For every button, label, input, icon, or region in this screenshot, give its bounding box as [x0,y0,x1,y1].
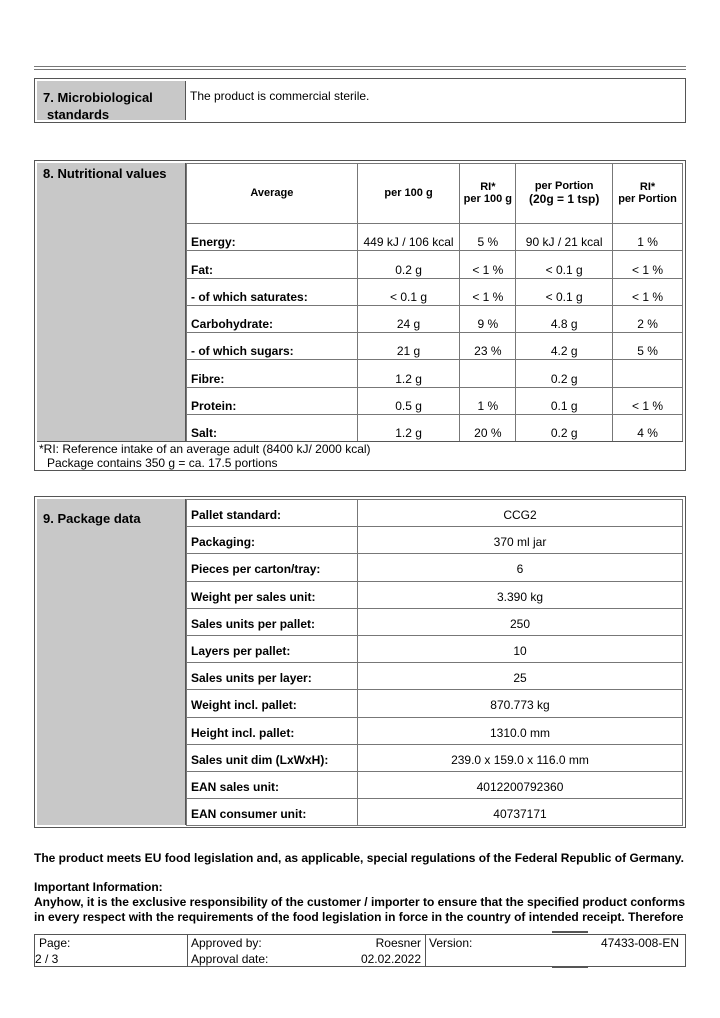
header-ri100-line2: per 100 g [463,193,512,205]
table-row [187,251,683,278]
nutrient-per100: 449 kJ / 106 kcal [357,224,460,251]
nutrient-riportion: < 1 % [613,251,683,278]
section-title: 7. Microbiological [43,90,153,105]
package-field-name: Pallet standard: [187,500,358,527]
footer-tab-mark [552,931,588,933]
table-row [187,554,683,581]
nutrient-name: Salt: [187,415,358,442]
footer-page-cell [35,935,187,966]
header-riportion-line1: RI* [639,181,656,193]
eu-legislation-statement: The product meets EU food legislation and, as applicable, special regulations of the Federal Republic of Germany. [34,851,684,865]
package-field-name: Layers per pallet: [187,635,358,662]
nutrient-riportion: < 1 % [613,278,683,305]
nutrient-ri100: 1 % [460,387,516,414]
nutrient-ri100: 20 % [460,415,516,442]
header-portion-line2: (20g = 1 tsp) [528,192,600,206]
footer-tab-mark-bottom [552,966,588,968]
nutrient-name: Carbohydrate: [187,305,358,332]
package-field-name: EAN sales unit: [187,771,358,798]
nutrient-ri100: < 1 % [460,251,516,278]
package-field-name: Sales units per layer: [187,663,358,690]
nutrition-header-row [187,164,683,224]
package-field-value: 10 [358,635,683,662]
package-field-value: 3.390 kg [358,581,683,608]
table-row [187,771,683,798]
table-row [187,224,683,251]
nutrient-ri100: 9 % [460,305,516,332]
nutrient-name: - of which sugars: [187,333,358,360]
footer-approved-by-label: Approved by: [191,936,262,950]
table-row [187,799,683,826]
package-field-name: Sales unit dim (LxWxH): [187,744,358,771]
section-label-column [37,163,186,441]
nutrient-riportion: 5 % [613,333,683,360]
table-row [187,415,683,442]
header-average: Average [187,164,358,224]
section-title-line2: standards [47,107,110,122]
nutrient-portion: 4.8 g [516,305,613,332]
nutrient-portion: 90 kJ / 21 kcal [516,224,613,251]
footer-approval-date-value: 02.02.2022 [360,952,421,966]
package-field-name: Sales units per pallet: [187,608,358,635]
footer-version-label: Version: [429,936,473,950]
nutrient-per100: 1.2 g [357,360,460,387]
package-field-value: 4012200792360 [358,771,683,798]
nutrient-riportion: 4 % [613,415,683,442]
top-rule-secondary [34,69,686,70]
nutrient-per100: 21 g [357,333,460,360]
nutrient-portion: < 0.1 g [516,251,613,278]
package-field-name: Weight per sales unit: [187,581,358,608]
package-field-value: 1310.0 mm [358,717,683,744]
section-label-column [37,81,186,120]
table-row [187,663,683,690]
package-field-value: 239.0 x 159.0 x 116.0 mm [358,744,683,771]
table-row [187,717,683,744]
ri-footnote-line2: Package contains 350 g = ca. 17.5 portions [47,456,278,470]
nutrient-ri100: 23 % [460,333,516,360]
section-label-column [37,499,186,825]
nutrient-per100: 24 g [357,305,460,332]
nutrient-per100: 1.2 g [357,415,460,442]
table-row [187,333,683,360]
section-title: 8. Nutritional values [43,166,167,181]
header-portion-line1: per Portion [534,180,594,192]
package-field-value: 250 [358,608,683,635]
microbiological-text: The product is commercial sterile. [190,89,370,103]
top-rule [34,66,686,67]
table-row [187,581,683,608]
nutrient-ri100: < 1 % [460,278,516,305]
nutrient-name: Energy: [187,224,358,251]
nutrient-riportion: < 1 % [613,387,683,414]
footer-approval-date-label: Approval date: [191,952,269,966]
table-row [187,635,683,662]
package-field-name: Pieces per carton/tray: [187,554,358,581]
table-row [187,305,683,332]
nutrient-portion: < 0.1 g [516,278,613,305]
package-field-value: 25 [358,663,683,690]
nutrition-section [34,160,686,471]
table-row [187,500,683,527]
nutrient-riportion: 1 % [613,224,683,251]
table-row [187,744,683,771]
footer-page-value: 2 / 3 [35,952,59,966]
important-info-line2: in every respect with the requirements of the food legislation in force in the country of intended receipt. Therefore [34,910,684,924]
footer-approval-cell [187,935,425,966]
header-riportion-line2: per Portion [618,193,677,205]
nutrient-name: - of which saturates: [187,278,358,305]
package-field-name: EAN consumer unit: [187,799,358,826]
table-row [187,690,683,717]
header-portion [516,164,613,224]
footer-version-cell [425,935,685,966]
nutrient-per100: 0.2 g [357,251,460,278]
header-ri100-line1: RI* [480,181,496,193]
package-field-value: 40737171 [358,799,683,826]
header-ri100 [460,164,516,224]
nutrient-riportion [613,360,683,387]
nutrition-table [186,163,683,442]
nutrient-name: Fat: [187,251,358,278]
nutrient-ri100: 5 % [460,224,516,251]
package-field-value: CCG2 [358,500,683,527]
nutrient-per100: 0.5 g [357,387,460,414]
document-footer [34,934,686,967]
package-field-name: Packaging: [187,527,358,554]
package-field-name: Height incl. pallet: [187,717,358,744]
microbiological-section [34,78,686,123]
table-row [187,360,683,387]
footer-version-value: 47433-008-EN [600,936,679,950]
header-riportion [613,164,683,224]
nutrient-portion: 0.1 g [516,387,613,414]
nutrient-portion: 0.2 g [516,415,613,442]
package-field-name: Weight incl. pallet: [187,690,358,717]
package-field-value: 870.773 kg [358,690,683,717]
package-field-value: 370 ml jar [358,527,683,554]
table-row [187,527,683,554]
nutrient-name: Protein: [187,387,358,414]
ri-footnote-line1: *RI: Reference intake of an average adult (8400 kJ/ 2000 kcal) [39,442,371,456]
nutrient-portion: 0.2 g [516,360,613,387]
nutrient-name: Fibre: [187,360,358,387]
ri-footnote [37,441,683,470]
package-field-value: 6 [358,554,683,581]
nutrient-per100: < 0.1 g [357,278,460,305]
footer-page-label: Page: [39,936,71,950]
header-per100: per 100 g [357,164,460,224]
nutrient-portion: 4.2 g [516,333,613,360]
table-row [187,387,683,414]
package-table [186,499,683,826]
nutrient-ri100 [460,360,516,387]
table-row [187,608,683,635]
important-info-title: Important Information: [34,880,163,894]
package-section [34,496,686,828]
table-row [187,278,683,305]
section-title: 9. Package data [43,511,141,526]
footer-approved-by-value: Roesner [375,936,421,950]
important-info-line1: Anyhow, it is the exclusive responsibility of the customer / importer to ensure that the specified product conforms [34,895,686,909]
nutrient-riportion: 2 % [613,305,683,332]
